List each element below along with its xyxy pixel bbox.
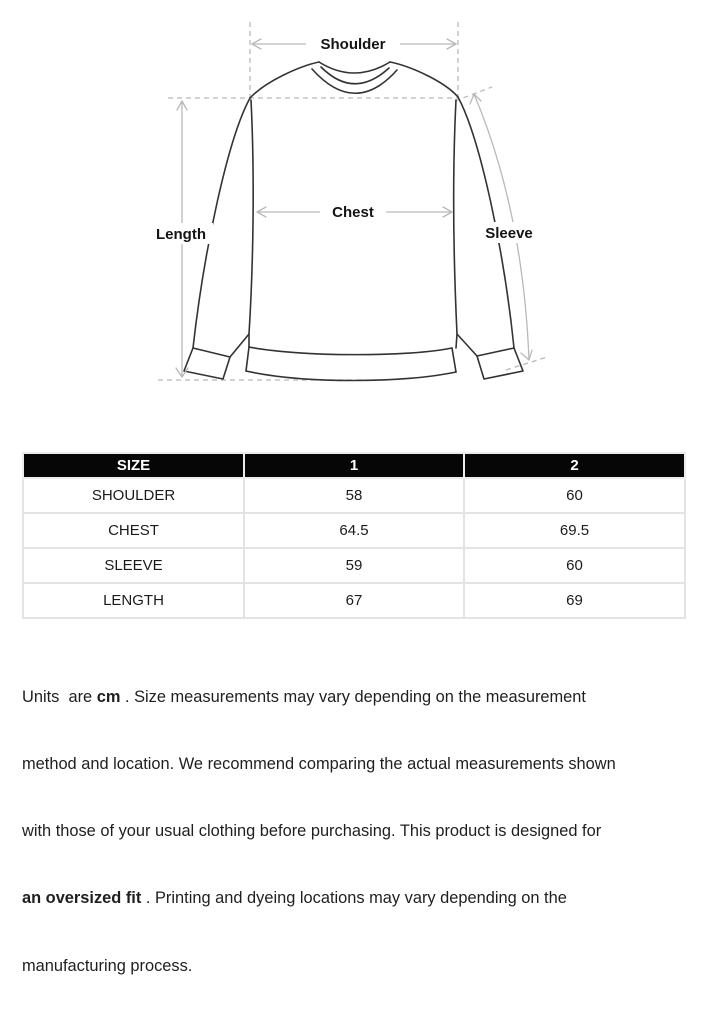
notes-line — [22, 753, 694, 775]
hem-band-top — [249, 347, 452, 355]
notes-text: method and location. We recommend comparing the actual measurements shown — [22, 755, 616, 774]
notes-text: . Printing and dyeing locations may vary depending on the — [141, 889, 567, 908]
right-shoulder-seam — [390, 62, 458, 97]
right-cuff — [477, 348, 523, 379]
guide-sleeve-bottom-tick — [506, 357, 547, 370]
row-label: SLEEVE — [23, 548, 244, 583]
sweater-measurement-diagram — [0, 0, 706, 445]
shoulder-label: Shoulder — [320, 36, 386, 53]
length-label: Length — [156, 226, 206, 243]
notes-line — [22, 955, 694, 977]
row-label: CHEST — [23, 513, 244, 548]
notes-bold-cm: cm — [96, 687, 121, 706]
sleeve-label: Sleeve — [485, 225, 533, 242]
collar-mid-rib — [321, 67, 389, 84]
table-row-chest — [23, 513, 685, 548]
row-label: LENGTH — [23, 583, 244, 618]
chest-label: Chest — [332, 204, 374, 221]
hem-band-right — [452, 348, 456, 372]
size-2-column-header: 2 — [464, 453, 685, 478]
right-body-slit — [456, 334, 457, 348]
row-label: SHOULDER — [23, 478, 244, 513]
chest-size1-value: 64.5 — [244, 513, 464, 548]
size-column-header: SIZE — [23, 453, 244, 478]
left-shoulder-seam — [250, 62, 319, 98]
size-table-header-row — [23, 453, 685, 478]
hem-band-bottom — [246, 371, 456, 381]
collar-top-rim — [319, 62, 390, 73]
size-table — [22, 452, 686, 619]
chest-size2-value: 69.5 — [464, 513, 685, 548]
shoulder-size2-value: 60 — [464, 478, 685, 513]
table-row-shoulder — [23, 478, 685, 513]
notes-line — [22, 686, 694, 708]
size-1-column-header: 1 — [244, 453, 464, 478]
notes-bold-oversized-fit: an oversized fit — [22, 889, 142, 908]
notes-text: Units are — [22, 687, 97, 706]
sleeve-size2-value: 60 — [464, 548, 685, 583]
notes-text: . Size measurements may vary depending on the measurement — [120, 687, 586, 706]
measurement-labels — [151, 33, 541, 244]
length-size1-value: 67 — [244, 583, 464, 618]
sleeve-size1-value: 59 — [244, 548, 464, 583]
left-cuff — [184, 348, 230, 379]
table-row-length — [23, 583, 685, 618]
length-size2-value: 69 — [464, 583, 685, 618]
measurement-notes — [22, 641, 694, 1022]
notes-line — [22, 820, 694, 842]
hem-band-left — [246, 347, 249, 371]
notes-line — [22, 887, 694, 909]
table-row-sleeve — [23, 548, 685, 583]
notes-text: with those of your usual clothing before purchasing. This product is designed for — [22, 822, 602, 841]
notes-text: manufacturing process. — [22, 956, 193, 975]
shoulder-size1-value: 58 — [244, 478, 464, 513]
